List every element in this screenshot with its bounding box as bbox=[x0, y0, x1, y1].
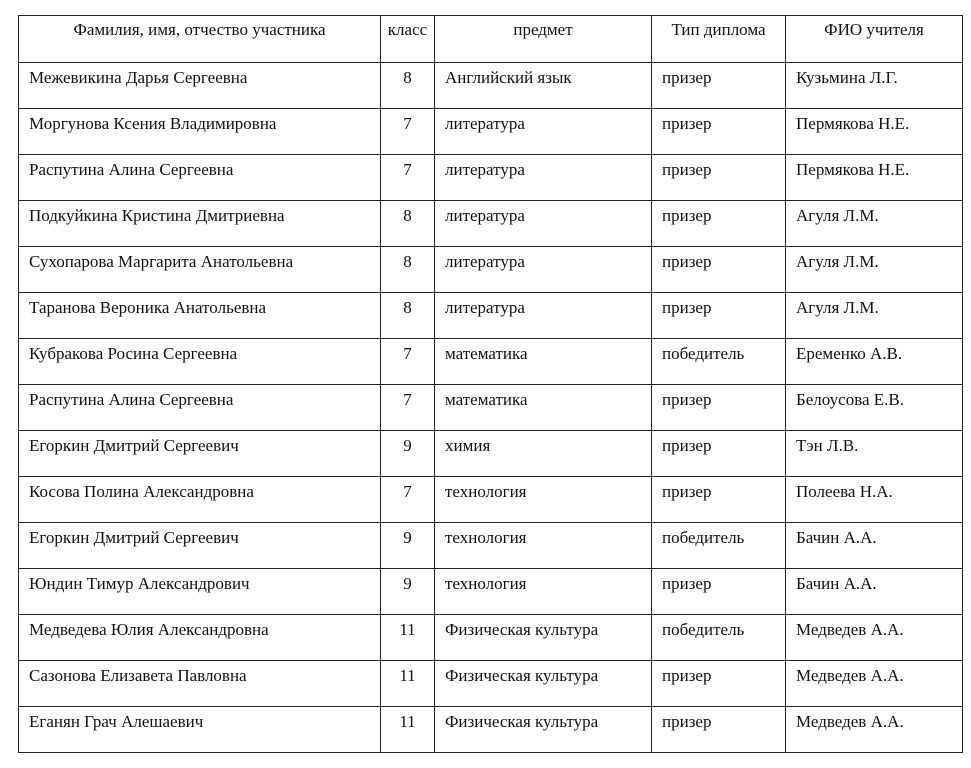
teacher-name-cell: Агуля Л.М. bbox=[786, 247, 963, 293]
diploma-type-cell: победитель bbox=[652, 615, 786, 661]
subject-cell: Физическая культура bbox=[435, 615, 652, 661]
subject-cell: технология bbox=[435, 477, 652, 523]
subject-cell: математика bbox=[435, 339, 652, 385]
table-row bbox=[19, 339, 963, 385]
diploma-type-cell: призер bbox=[652, 431, 786, 477]
subject-cell: литература bbox=[435, 155, 652, 201]
subject-cell: литература bbox=[435, 293, 652, 339]
subject-cell: литература bbox=[435, 201, 652, 247]
header-diploma: Тип диплома bbox=[652, 16, 786, 63]
teacher-name-cell: Медведев А.А. bbox=[786, 661, 963, 707]
teacher-name-cell: Полеева Н.А. bbox=[786, 477, 963, 523]
subject-cell: Английский язык bbox=[435, 63, 652, 109]
subject-cell: химия bbox=[435, 431, 652, 477]
table-row bbox=[19, 293, 963, 339]
grade-cell: 8 bbox=[381, 63, 435, 109]
teacher-name-cell: Бачин А.А. bbox=[786, 569, 963, 615]
grade-cell: 11 bbox=[381, 661, 435, 707]
diploma-type-cell: победитель bbox=[652, 339, 786, 385]
grade-cell: 7 bbox=[381, 339, 435, 385]
diploma-type-cell: призер bbox=[652, 707, 786, 753]
diploma-type-cell: призер bbox=[652, 293, 786, 339]
teacher-name-cell: Пермякова Н.Е. bbox=[786, 155, 963, 201]
table-row bbox=[19, 201, 963, 247]
participant-name-cell: Распутина Алина Сергеевна bbox=[19, 155, 381, 201]
participant-name-cell: Кубракова Росина Сергеевна bbox=[19, 339, 381, 385]
teacher-name-cell: Медведев А.А. bbox=[786, 707, 963, 753]
grade-cell: 8 bbox=[381, 247, 435, 293]
table-row bbox=[19, 63, 963, 109]
header-name: Фамилия, имя, отчество участника bbox=[19, 16, 381, 63]
subject-cell: технология bbox=[435, 523, 652, 569]
teacher-name-cell: Еременко А.В. bbox=[786, 339, 963, 385]
participant-name-cell: Егоркин Дмитрий Сергеевич bbox=[19, 523, 381, 569]
header-row bbox=[19, 16, 963, 63]
teacher-name-cell: Агуля Л.М. bbox=[786, 293, 963, 339]
table-row bbox=[19, 247, 963, 293]
subject-cell: математика bbox=[435, 385, 652, 431]
teacher-name-cell: Медведев А.А. bbox=[786, 615, 963, 661]
diploma-type-cell: призер bbox=[652, 385, 786, 431]
grade-cell: 7 bbox=[381, 385, 435, 431]
teacher-name-cell: Пермякова Н.Е. bbox=[786, 109, 963, 155]
subject-cell: литература bbox=[435, 247, 652, 293]
grade-cell: 7 bbox=[381, 477, 435, 523]
teacher-name-cell: Кузьмина Л.Г. bbox=[786, 63, 963, 109]
participant-name-cell: Межевикина Дарья Сергеевна bbox=[19, 63, 381, 109]
subject-cell: Физическая культура bbox=[435, 661, 652, 707]
grade-cell: 8 bbox=[381, 201, 435, 247]
participant-name-cell: Еганян Грач Алешаевич bbox=[19, 707, 381, 753]
subject-cell: технология bbox=[435, 569, 652, 615]
subject-cell: Физическая культура bbox=[435, 707, 652, 753]
table-row bbox=[19, 661, 963, 707]
table-row bbox=[19, 569, 963, 615]
diploma-type-cell: призер bbox=[652, 109, 786, 155]
diploma-type-cell: призер bbox=[652, 201, 786, 247]
diploma-type-cell: призер bbox=[652, 569, 786, 615]
participant-name-cell: Юндин Тимур Александрович bbox=[19, 569, 381, 615]
diploma-type-cell: призер bbox=[652, 63, 786, 109]
participants-table bbox=[18, 15, 963, 753]
participant-name-cell: Косова Полина Александровна bbox=[19, 477, 381, 523]
teacher-name-cell: Тэн Л.В. bbox=[786, 431, 963, 477]
participant-name-cell: Распутина Алина Сергеевна bbox=[19, 385, 381, 431]
grade-cell: 9 bbox=[381, 523, 435, 569]
header-grade: класс bbox=[381, 16, 435, 63]
subject-cell: литература bbox=[435, 109, 652, 155]
table-row bbox=[19, 477, 963, 523]
table-row bbox=[19, 385, 963, 431]
grade-cell: 7 bbox=[381, 155, 435, 201]
grade-cell: 9 bbox=[381, 431, 435, 477]
grade-cell: 8 bbox=[381, 293, 435, 339]
table-row bbox=[19, 155, 963, 201]
table-row bbox=[19, 431, 963, 477]
header-teacher: ФИО учителя bbox=[786, 16, 963, 63]
participant-name-cell: Моргунова Ксения Владимировна bbox=[19, 109, 381, 155]
table-row bbox=[19, 109, 963, 155]
grade-cell: 11 bbox=[381, 707, 435, 753]
table-row bbox=[19, 615, 963, 661]
diploma-type-cell: призер bbox=[652, 155, 786, 201]
diploma-type-cell: призер bbox=[652, 661, 786, 707]
participant-name-cell: Сазонова Елизавета Павловна bbox=[19, 661, 381, 707]
grade-cell: 7 bbox=[381, 109, 435, 155]
grade-cell: 11 bbox=[381, 615, 435, 661]
participant-name-cell: Таранова Вероника Анатольевна bbox=[19, 293, 381, 339]
diploma-type-cell: призер bbox=[652, 247, 786, 293]
teacher-name-cell: Белоусова Е.В. bbox=[786, 385, 963, 431]
participant-name-cell: Подкуйкина Кристина Дмитриевна bbox=[19, 201, 381, 247]
grade-cell: 9 bbox=[381, 569, 435, 615]
participant-name-cell: Медведева Юлия Александровна bbox=[19, 615, 381, 661]
table-row bbox=[19, 707, 963, 753]
teacher-name-cell: Бачин А.А. bbox=[786, 523, 963, 569]
header-subject: предмет bbox=[435, 16, 652, 63]
table-row bbox=[19, 523, 963, 569]
diploma-type-cell: победитель bbox=[652, 523, 786, 569]
diploma-type-cell: призер bbox=[652, 477, 786, 523]
participant-name-cell: Егоркин Дмитрий Сергеевич bbox=[19, 431, 381, 477]
teacher-name-cell: Агуля Л.М. bbox=[786, 201, 963, 247]
participant-name-cell: Сухопарова Маргарита Анатольевна bbox=[19, 247, 381, 293]
